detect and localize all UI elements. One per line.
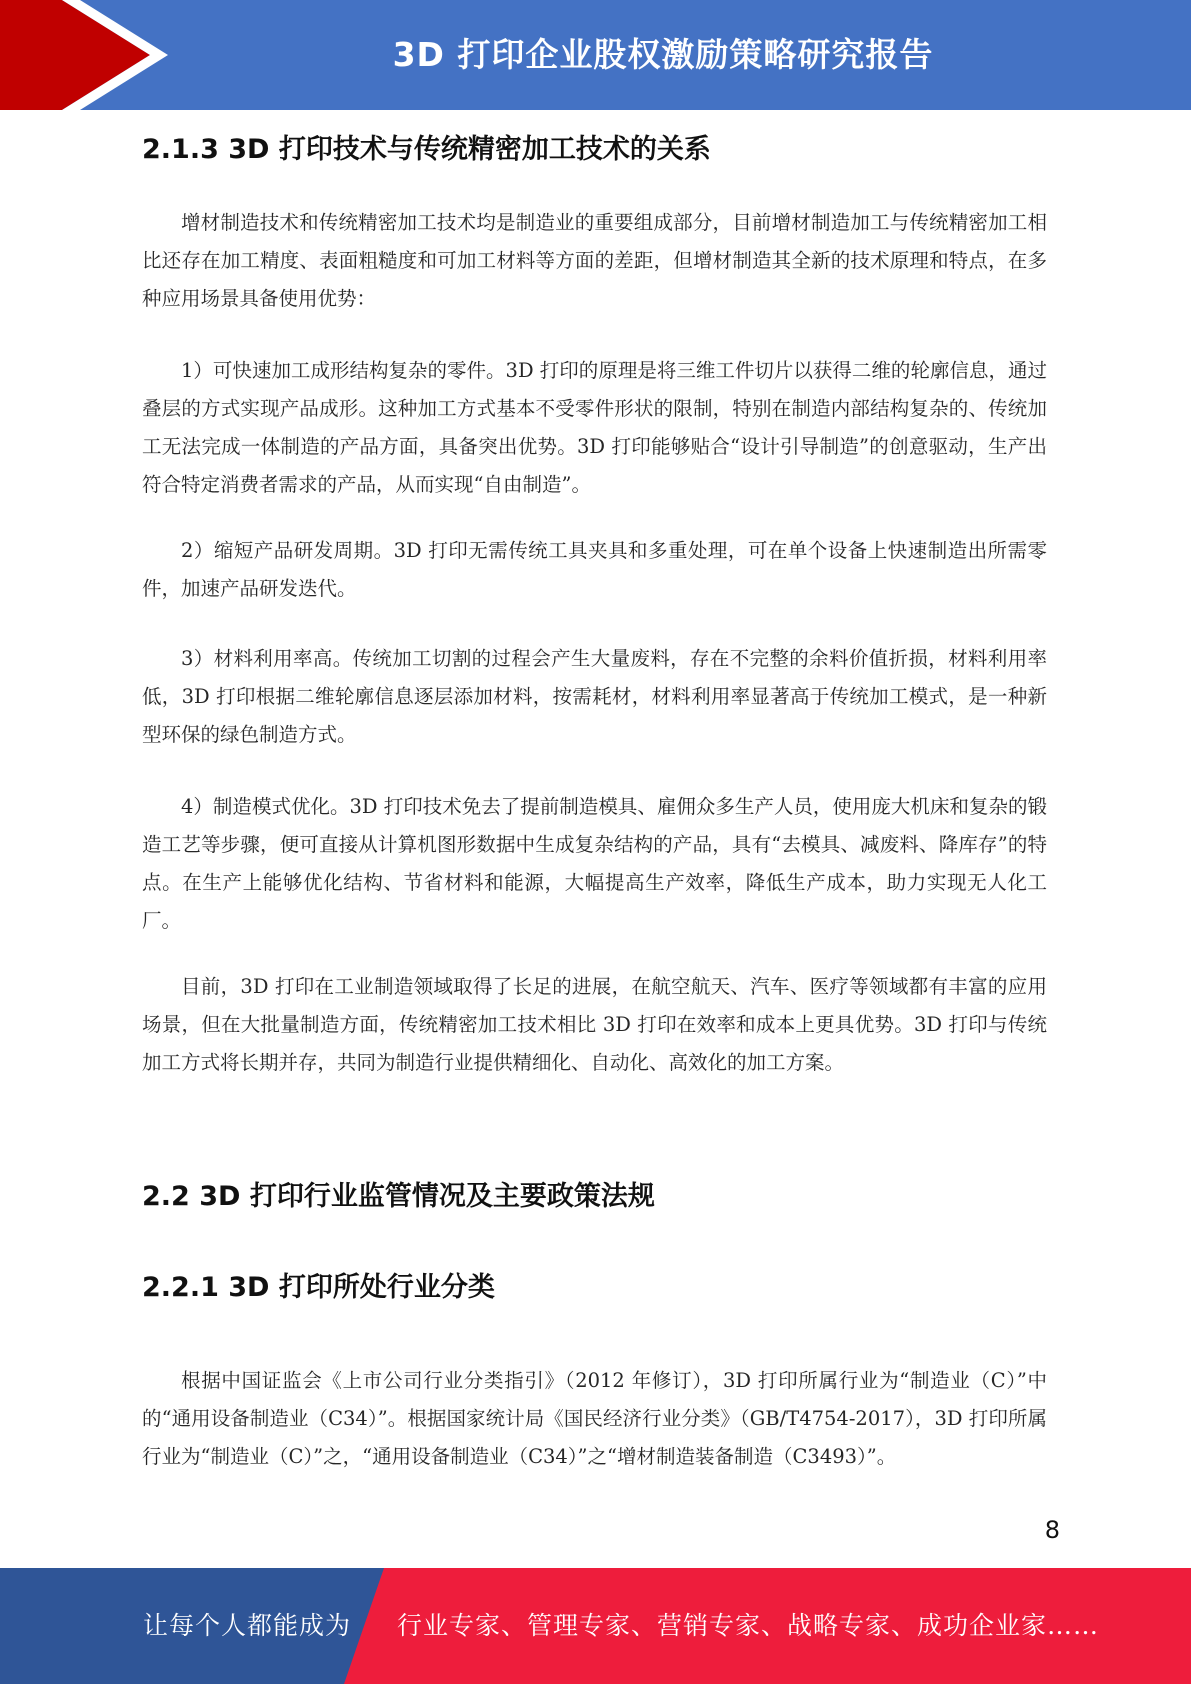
paragraph: 根据中国证监会《上市公司行业分类指引》（2012 年修订），3D 打印所属行业为“制造业（C）”中的“通用设备制造业（C34）”。根据国家统计局《国民经济行业分类》（GB/T4754-2017），3D 打印所属行业为“制造业（C）”之，“通用设备制造业（C34）”之“增材制造装备制造（C3493）”。 <box>142 1369 1047 1468</box>
page-footer <box>0 1568 1191 1684</box>
paragraph: 4）制造模式优化。3D 打印技术免去了提前制造模具、雇佣众多生产人员，使用庞大机床和复杂的锻造工艺等步骤，便可直接从计算机图形数据中生成复杂结构的产品，具有“去模具、减废料、降库存”的特点。在生产上能够优化结构、节省材料和能源，大幅提高生产效率，降低生产成本，助力实现无人化工厂。 <box>142 795 1047 932</box>
report-title: 3D 打印企业股权激励策略研究报告 <box>392 35 934 74</box>
paragraph: 1）可快速加工成形结构复杂的零件。3D 打印的原理是将三维工件切片以获得二维的轮廓信息，通过叠层的方式实现产品成形。这种加工方式基本不受零件形状的限制，特别在制造内部结构复杂的、传统加工无法完成一体制造的产品方面，具备突出优势。3D 打印能够贴合“设计引导制造”的创意驱动，生产出符合特定消费者需求的产品，从而实现“自由制造”。 <box>142 359 1047 496</box>
paragraph: 增材制造技术和传统精密加工技术均是制造业的重要组成部分，目前增材制造加工与传统精密加工相比还存在加工精度、表面粗糙度和可加工材料等方面的差距，但增材制造其全新的技术原理和特点，在多种应用场景具备使用优势： <box>142 211 1047 310</box>
paragraph: 3）材料利用率高。传统加工切割的过程会产生大量废料，存在不完整的余料价值折损，材料利用率低，3D 打印根据二维轮廓信息逐层添加材料，按需耗材，材料利用率显著高于传统加工模式，是一种新型环保的绿色制造方式。 <box>142 647 1047 746</box>
paragraph: 目前，3D 打印在工业制造领域取得了长足的进展，在航空航天、汽车、医疗等领域都有丰富的应用场景，但在大批量制造方面，传统精密加工技术相比 3D 打印在效率和成本上更具优势。3D 打印与传统加工方式将长期并存，共同为制造行业提供精细化、自动化、高效化的加工方案。 <box>142 975 1047 1074</box>
section-heading-2-2: 2.2 3D 打印行业监管情况及主要政策法规 <box>142 1181 655 1212</box>
section-heading-2-1-3: 2.1.3 3D 打印技术与传统精密加工技术的关系 <box>142 134 711 165</box>
section-heading-2-2-1: 2.2.1 3D 打印所处行业分类 <box>142 1272 495 1303</box>
footer-slogan-left: 让每个人都能成为 <box>143 1611 352 1640</box>
footer-slogan-right: 行业专家、管理专家、营销专家、战略专家、成功企业家…… <box>397 1611 1100 1640</box>
page-header <box>0 0 1191 110</box>
page-number: 8 <box>1044 1516 1060 1544</box>
paragraph: 2）缩短产品研发周期。3D 打印无需传统工具夹具和多重处理，可在单个设备上快速制造出所需零件，加速产品研发迭代。 <box>142 539 1047 600</box>
